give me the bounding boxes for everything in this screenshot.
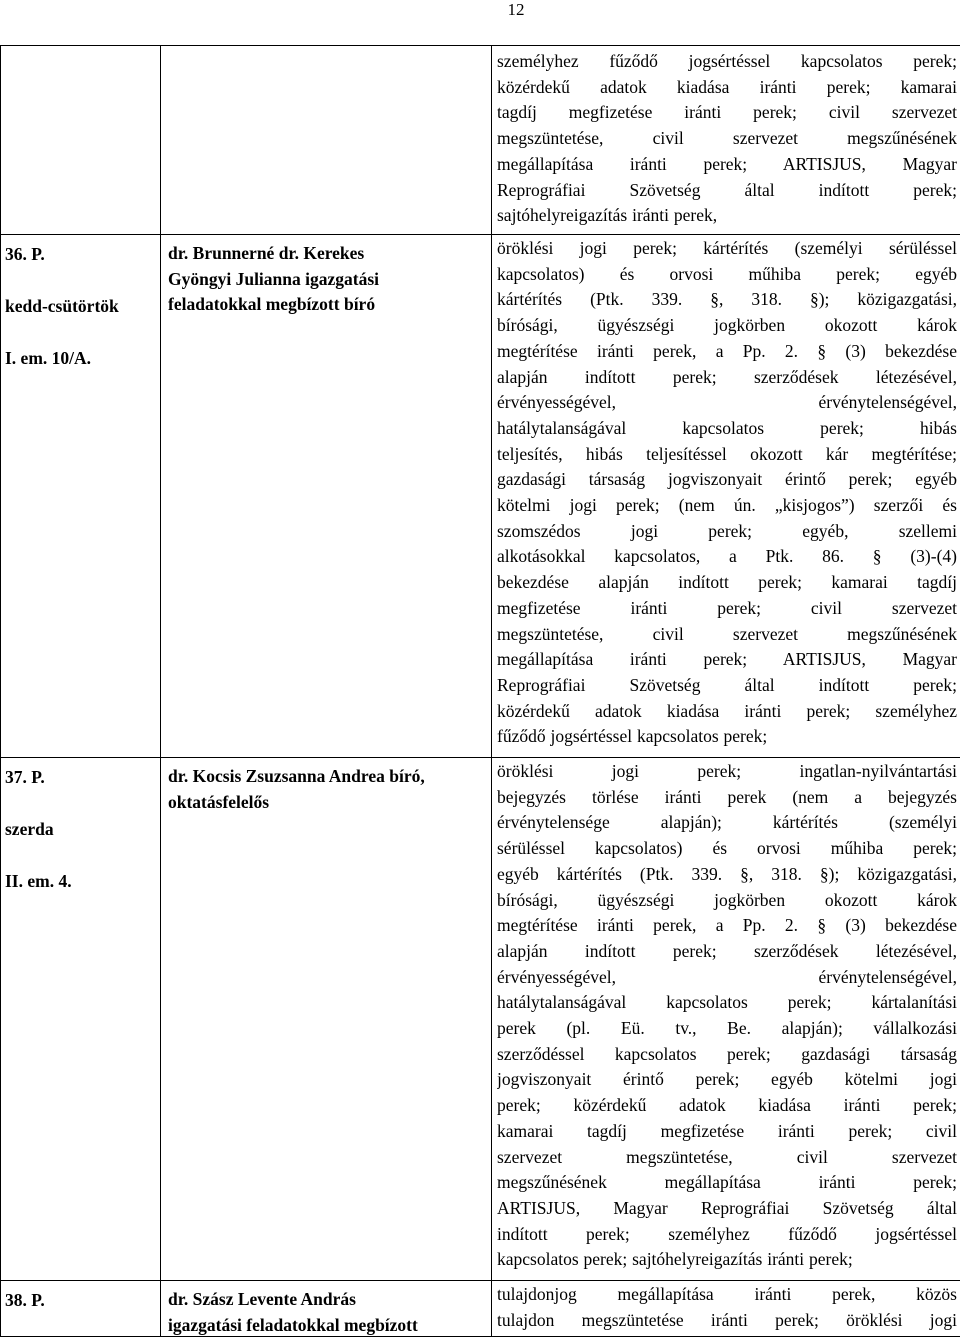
case-type-line: közérdekű adatok kiadása iránti perek; kamarai (497, 75, 957, 101)
case-type-line: szomszédos jogi perek; egyéb, szellemi (497, 519, 957, 545)
case-type-line: kártérítés (Ptk. 339. §, 318. §); közigazgatási, (497, 287, 957, 313)
case-type-line: hatálytalanságával kapcsolatos perek; hibás (497, 416, 957, 442)
case-type-line: megszüntetése, civil szervezet megszűnésének (497, 126, 957, 152)
case-type-line: kamarai tagdíj megfizetése iránti perek; civil (497, 1119, 957, 1145)
day-line (5, 790, 155, 816)
case-type-line: tagdíj megfizetése iránti perek; civil szervezet (497, 100, 957, 126)
case-type-line: bírósági, ügyészségi jogkörben okozott károk (497, 888, 957, 914)
day-line: kedd-csütörtök (5, 293, 155, 319)
day-cell (1, 758, 161, 1281)
case-type-line: alapján indított perek; szerződések létezésével, (497, 939, 957, 965)
case-type-line: perek; közérdekű adatok kiadása iránti perek; (497, 1093, 957, 1119)
case-type-line: kötelmi jogi perek; (nem ún. „kisjogos”) szerzői és (497, 493, 957, 519)
case-type-line: hatálytalanságával kapcsolatos perek; kártalanítási (497, 990, 957, 1016)
case-type-line: szerződéssel kapcsolatos perek; gazdasági társaság (497, 1042, 957, 1068)
day-cell (1, 1281, 161, 1337)
case-type-line: teljesítés, hibás teljesítéssel okozott kár megtérítése; (497, 442, 957, 468)
case-types-cell (492, 235, 960, 758)
day-line: 36. P. (5, 241, 155, 267)
judge-line: dr. Kocsis Zsuzsanna Andrea bíró, (168, 764, 490, 790)
case-type-line: egyéb kártérítés (Ptk. 339. §, 318. §); közigazgatási, (497, 862, 957, 888)
case-type-line: alapján indított perek; szerződések létezésével, (497, 365, 957, 391)
schedule-row (1, 1281, 960, 1337)
case-type-line: kapcsolatos) és orvosi műhiba perek; egyéb (497, 262, 957, 288)
case-type-line: személyhez fűződő jogsértéssel kapcsolatos perek; (497, 49, 957, 75)
judge-cell (161, 1281, 492, 1337)
case-type-line: közérdekű adatok kiadása iránti perek; személyhez (497, 699, 957, 725)
day-line: I. em. 10/A. (5, 345, 155, 371)
judge-line: dr. Brunnerné dr. Kerekes (168, 241, 490, 267)
case-type-line: megtérítése iránti perek, a Pp. 2. § (3) bekezdése (497, 339, 957, 365)
case-type-line: jogviszonyait érintő perek; egyéb kötelmi jogi (497, 1067, 957, 1093)
schedule-row (1, 46, 960, 235)
case-type-line: ARTISJUS, Magyar Reprográfiai Szövetség által (497, 1196, 957, 1222)
case-type-line: Reprográfiai Szövetség által indított perek; (497, 673, 957, 699)
case-type-line: gazdasági társaság jogviszonyait érintő perek; egyéb (497, 467, 957, 493)
day-line (5, 267, 155, 293)
judge-cell (161, 46, 492, 235)
judge-line: dr. Szász Levente András (168, 1287, 490, 1313)
day-cell (1, 46, 161, 235)
case-type-line: érvénytelensége alapján); kártérítés (személyi (497, 810, 957, 836)
case-type-line: szervezet megszüntetése, civil szervezet (497, 1145, 957, 1171)
day-line: 38. P. (5, 1287, 155, 1313)
day-line: II. em. 4. (5, 868, 155, 894)
day-line (5, 319, 155, 345)
case-type-line: indított perek; személyhez fűződő jogsértéssel (497, 1222, 957, 1248)
judge-line: feladatokkal megbízott bíró (168, 292, 490, 318)
case-types-cell (492, 46, 960, 235)
day-line: szerda (5, 816, 155, 842)
case-type-line: tulajdonjog megállapítása iránti perek, közös (497, 1282, 957, 1308)
day-line: 37. P. (5, 764, 155, 790)
judge-line: igazgatási feladatokkal megbízott (168, 1313, 490, 1338)
schedule-table (0, 45, 960, 1337)
case-type-line: sajtóhelyreigazítás iránti perek, (497, 203, 957, 229)
day-line (5, 842, 155, 868)
case-type-line: öröklési jogi perek; kártérítés (személyi sérüléssel (497, 236, 957, 262)
judge-line: Gyöngyi Julianna igazgatási (168, 267, 490, 293)
case-type-line: megtérítése iránti perek, a Pp. 2. § (3) bekezdése (497, 913, 957, 939)
case-type-line: bejegyzés törlése iránti perek (nem a bejegyzés (497, 785, 957, 811)
case-types-cell (492, 758, 960, 1281)
case-type-line: érvényességével, érvénytelenségével, (497, 390, 957, 416)
day-cell (1, 235, 161, 758)
case-type-line: bekezdése alapján indított perek; kamarai tagdíj (497, 570, 957, 596)
case-type-line: megszűnésének megállapítása iránti perek; (497, 1170, 957, 1196)
case-type-line: megszüntetése, civil szervezet megszűnésének (497, 622, 957, 648)
case-type-line: bírósági, ügyészségi jogkörben okozott károk (497, 313, 957, 339)
case-type-line: kapcsolatos perek; sajtóhelyreigazítás iránti perek; (497, 1247, 957, 1273)
case-types-cell (492, 1281, 960, 1337)
case-type-line: megállapítása iránti perek; ARTISJUS, Magyar (497, 152, 957, 178)
judge-cell (161, 235, 492, 758)
case-type-line: érvényességével, érvénytelenségével, (497, 965, 957, 991)
case-type-line: perek (pl. Eü. tv., Be. alapján); vállalkozási (497, 1016, 957, 1042)
case-type-line: tulajdon megszüntetése iránti perek; öröklési jogi (497, 1308, 957, 1334)
case-type-line: öröklési jogi perek; ingatlan-nyilvántartási (497, 759, 957, 785)
schedule-row (1, 235, 960, 758)
case-type-line: megállapítása iránti perek; ARTISJUS, Magyar (497, 647, 957, 673)
schedule-row (1, 758, 960, 1281)
case-type-line: megfizetése iránti perek; civil szervezet (497, 596, 957, 622)
page-number: 12 (496, 0, 536, 20)
case-type-line: sérüléssel kapcsolatos) és orvosi műhiba perek; (497, 836, 957, 862)
case-type-line: Reprográfiai Szövetség által indított perek; (497, 178, 957, 204)
judge-cell (161, 758, 492, 1281)
case-type-line: alkotásokkal kapcsolatos, a Ptk. 86. § (3)-(4) (497, 544, 957, 570)
case-type-line: fűződő jogsértéssel kapcsolatos perek; (497, 724, 957, 750)
judge-line: oktatásfelelős (168, 790, 490, 816)
